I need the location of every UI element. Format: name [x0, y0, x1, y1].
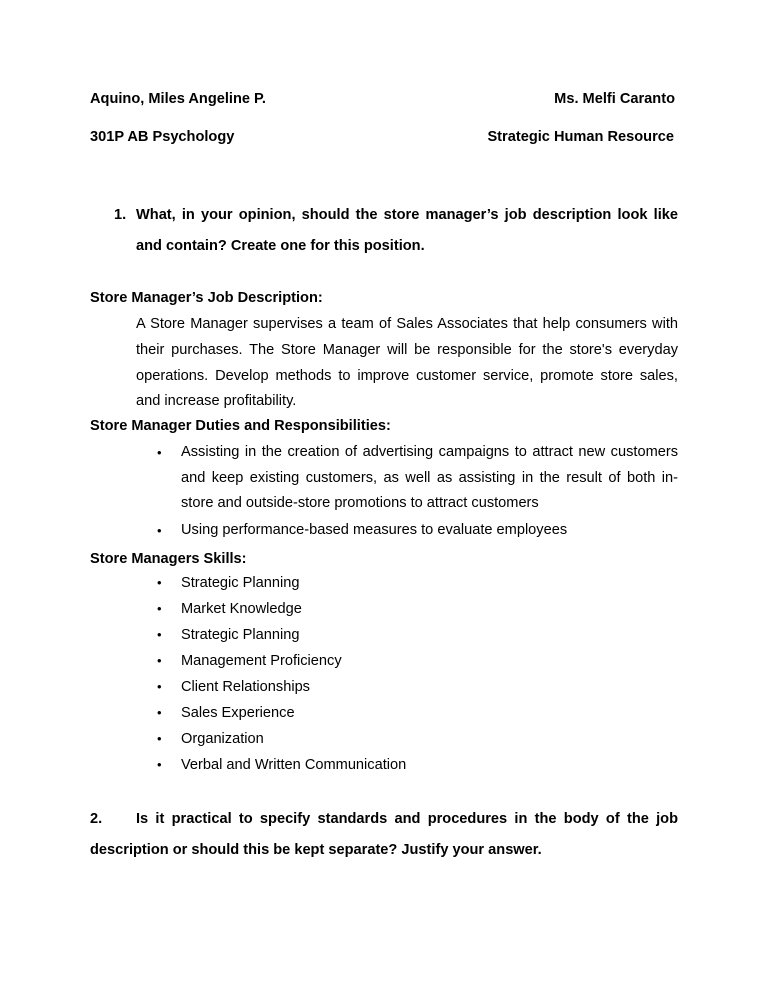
skill-item: Verbal and Written Communication: [181, 757, 407, 773]
skill-item: Strategic Planning: [181, 627, 300, 643]
instructor-name: Ms. Melfi Caranto: [554, 91, 675, 107]
student-name: Aquino, Miles Angeline P.: [90, 91, 266, 107]
bullet-icon: •: [157, 445, 162, 460]
skill-item: Management Proficiency: [181, 653, 342, 669]
bullet-icon: •: [157, 601, 162, 616]
duty-item: Assisting in the creation of advertising campaigns to attract new customers and keep existing customers, as well as assisting in the result of both in-store and outside-store promotions to attract customers: [181, 444, 678, 512]
question-1-text: What, in your opinion, should the store manager’s job description look like and contain? Create one for this position.: [136, 207, 678, 254]
skill-item: Sales Experience: [181, 705, 295, 721]
bullet-icon: •: [157, 731, 162, 746]
bullet-icon: •: [157, 757, 162, 772]
duty-item: Using performance-based measures to evaluate employees: [181, 522, 568, 538]
skills-heading: Store Managers Skills:: [90, 551, 247, 567]
job-description-body: A Store Manager supervises a team of Sales Associates that help consumers with their purchases. The Store Manager will be responsible for the store's everyday operations. Develop methods to improve customer service, promote store sales, and increase profitability.: [136, 316, 678, 410]
duties-heading: Store Manager Duties and Responsibilities:: [90, 418, 391, 434]
skill-item: Organization: [181, 731, 264, 747]
course-label: Strategic Human Resource: [487, 129, 674, 145]
skill-item: Strategic Planning: [181, 575, 300, 591]
job-description-heading: Store Manager’s Job Description:: [90, 290, 323, 306]
bullet-icon: •: [157, 705, 162, 720]
bullet-icon: •: [157, 679, 162, 694]
skill-item: Client Relationships: [181, 679, 310, 695]
question-1-number: 1.: [114, 207, 127, 223]
question-2-text: Is it practical to specify standards and procedures in the body of the job description or should this be kept separate? Justify your answer.: [90, 811, 678, 858]
bullet-icon: •: [157, 627, 162, 642]
bullet-icon: •: [157, 575, 162, 590]
section-label: 301P AB Psychology: [90, 129, 235, 145]
skill-item: Market Knowledge: [181, 601, 302, 617]
bullet-icon: •: [157, 653, 162, 668]
question-2-number: 2.: [90, 811, 103, 827]
bullet-icon: •: [157, 523, 162, 538]
